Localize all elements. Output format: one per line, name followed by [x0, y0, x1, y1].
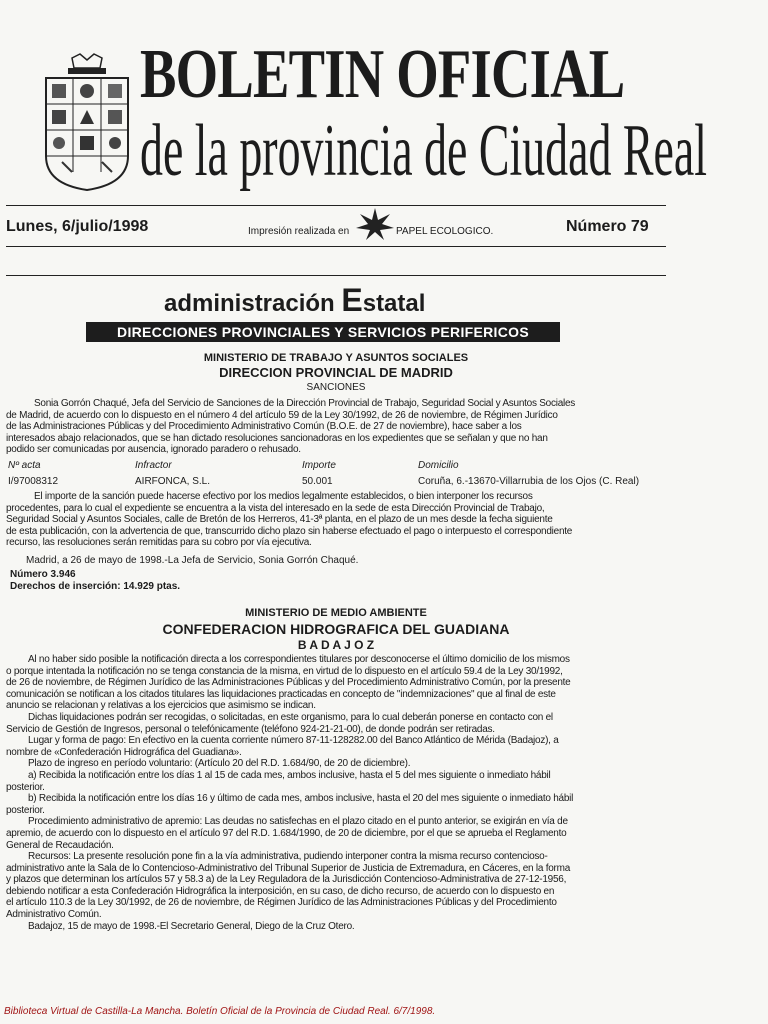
ministry-heading: MINISTERIO DE TRABAJO Y ASUNTOS SOCIALES	[203, 352, 469, 364]
table-cell: AIRFONCA, S.L.	[135, 476, 211, 487]
notice1-after: El importe de la sanción puede hacerse efectivo por los medios legalmente establecidos, o bien interponer los recursos procedentes, para lo cual el expediente se encuentra a la vista del interesado en la sede de esta Dirección Provincial de Trabajo, Seguridad Social y Asuntos Sociales, calle de Bretón de los Herreros, 41-3ª planta, en el plazo de un mes desde la fecha siguiente de esta publicación, con la advertencia de que, transcurrido dicho plazo sin haberse efectuado el pago o interpuesto el correspondiente recurso, las resoluciones serán remitidas para su cobro por vía ejecutiva.	[6, 491, 573, 549]
organism-heading: CONFEDERACION HIDROGRAFICA DEL GUADIANA	[162, 621, 510, 637]
ministry-heading: MINISTERIO DE MEDIO AMBIENTE	[245, 607, 427, 619]
subject-heading: SANCIONES	[306, 382, 366, 393]
print-note: Impresión realizada en	[248, 226, 350, 237]
divider	[6, 205, 666, 206]
divider	[6, 246, 666, 247]
table-cell: Coruña, 6.-13670-Villarrubia de los Ojos (C. Real)	[418, 476, 640, 487]
coat-of-arms-icon	[42, 52, 132, 192]
masthead-subtitle: de la provincia de Ciudad Real	[140, 110, 707, 192]
col-header: Importe	[302, 460, 336, 471]
divider	[6, 275, 666, 276]
notice1-body: Sonia Gorrón Chaqué, Jefa del Servicio de Sanciones de la Dirección Provincial de Trabajo, Seguridad Social y Asuntos Sociales de Madrid, de acuerdo con lo dispuesto en el número 4 del artículo 59 de la Ley 30/1992, de 26 de noviembre, de Régimen Jurídico de las Administraciones Públicas y del Procedimiento Administrativo Común (B.O.E. de 27 de noviembre), hace saber a los interesados abajo relacionados, que se han dictado resoluciones sancionadoras en los expedientes que se señalan y que no han podido ser comunicadas por ausencia, ignorado paradero o rehusado.	[6, 398, 576, 456]
notice2-body: Al no haber sido posible la notificación directa a los correspondientes titulares por desconocerse el último domicilio de los mismos o porque intentada la notificación no se tenga constancia de la misma, en virtud de lo dispuesto en el artículo 59.4 de la Ley 30/1992, de 26 de noviembre, de Régimen Jurídico de las Administraciones Públicas y del Procedimiento Administrativo Común, por la presente comunicación se notifican a los citados titulares las liquidaciones practicadas en concepto de "indemnizaciones" que al final de este anuncio se relacionan y relativas a los ejercicios que asimismo se indican. Dichas liquidaciones podrán ser recogidas, o solicitadas, en este organismo, para lo cual deberán ponerse en contacto con el Servicio de Gestión de Ingresos, personal o telefónicamente (teléfono 924-21-21-00), de donde podrán ser retiradas. Lugar y forma de pago: En efectivo en la cuenta corriente número 87-11-128282.00 del Banco Atlántico de Mérida (Badajoz), a nombre de «Confederación Hidrográfica del Guadiana». Plazo de ingreso en período voluntario: (Artículo 20 del R.D. 1.684/90, de 20 de diciembre). a) Recibida la notificación entre los días 1 al 15 de cada mes, ambos inclusive, hasta el 5 del mes siguiente o inmediato hábil posterior. b) Recibida la notificación entre los días 16 y último de cada mes, ambos inclusive, hasta el 20 del mes siguiente o inmediato hábil posterior. Procedimiento administrativo de apremio: Las deudas no satisfechas en el plazo citado en el punto anterior, se exigirán en vía de apremio, de acuerdo con lo dispuesto en el artículo 97 del R.D. 1.684/1990, de 20 de diciembre, por el que se aprueba el Reglamento General de Recaudación. Recursos: La presente resolución pone fin a la vía administrativa, pudiendo interponer contra la misma recurso contencioso- administrativo ante la Sala de lo Contencioso-Administrativo del Tribunal Superior de Justicia de Extremadura, en Cáceres, en la forma y plazos que determinan los artículos 57 y 58.3 a) de la Ley Reguladora de la Jurisdicción Contencioso-Administrativa de 27-12-1956, debiendo notificar a esta Confederación Hidrográfica la interposición, en su caso, de dicho recurso, de acuerdo con lo dispuesto en el artículo 110.3 de la Ley 30/1992, de 26 de noviembre, de Régimen Jurídico de las Administraciones Públicas y del Procedimiento Administrativo Común. Badajoz, 15 de mayo de 1998.-El Secretario General, Diego de la Cruz Otero.	[6, 654, 574, 932]
table-cell: I/97008312	[8, 476, 59, 487]
col-header: Infractor	[135, 460, 172, 471]
col-header: Domicilio	[418, 460, 459, 471]
paper-note: PAPEL ECOLOGICO.	[396, 226, 494, 237]
masthead-title: BOLETIN OFICIAL	[140, 36, 625, 113]
signature: Madrid, a 26 de mayo de 1998.-La Jefa de Servicio, Sonia Gorrón Chaqué.	[26, 555, 359, 566]
insertion-fee: Derechos de inserción: 14.929 ptas.	[10, 581, 181, 592]
section-banner: DIRECCIONES PROVINCIALES Y SERVICIOS PERIFERICOS	[86, 322, 560, 342]
section-title: administración Estatal	[164, 282, 426, 318]
insertion-number: Número 3.946	[10, 569, 76, 580]
direction-heading: DIRECCION PROVINCIAL DE MADRID	[219, 365, 453, 380]
col-header: Nº acta	[8, 460, 41, 471]
source-footer: Biblioteca Virtual de Castilla-La Mancha. Boletín Oficial de la Provincia de Ciudad Real. 6/7/1998.	[4, 1006, 436, 1017]
table-cell: 50.001	[302, 476, 333, 487]
issue-date: Lunes, 6/julio/1998	[6, 218, 149, 235]
leaf-icon	[354, 206, 396, 242]
city-heading: B A D A J O Z	[297, 638, 375, 652]
issue-number: Número 79	[566, 218, 649, 235]
